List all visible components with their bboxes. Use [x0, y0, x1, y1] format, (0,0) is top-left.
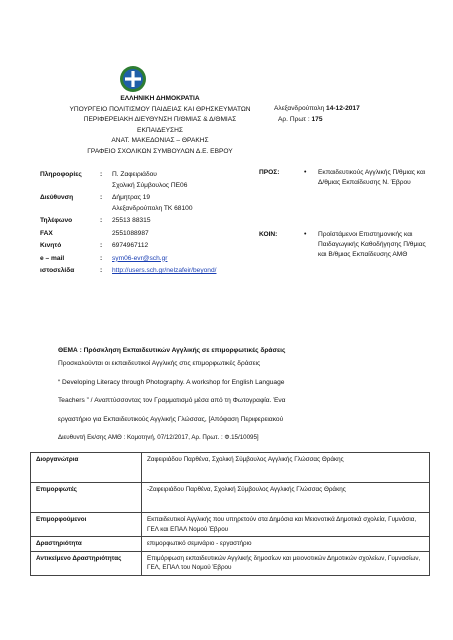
info-key: Διεύθυνση [40, 194, 74, 201]
table-value: Ζαφειριάδου Παρθένα, Σχολική Σύμβουλος Αγγλικής Γλώσσας Θράκης [142, 453, 430, 483]
header-line: ΑΝΑΤ. ΜΑΚΕΔΟΝΙΑΣ – ΘΡΑΚΗΣ [111, 137, 209, 145]
info-row: ιστοσελίδα : http://users.sch.gr/nelzafeir/beyond/ [40, 266, 216, 277]
subject-line: Προσκαλούνται οι εκπαιδευτικοί Αγγλικής στις επιμορφωτικές δράσεις [58, 360, 261, 368]
info-key: FAX [40, 229, 53, 237]
issuer-header [60, 94, 260, 158]
table-key: Επιμορφούμενοι [31, 513, 142, 537]
info-value: Δήμητρας 19 [112, 194, 151, 201]
subject-line: Teachers ” / Αναπτύσσοντας τον Γραμματισμό μέσα από τη Φωτογραφία. Ένα [58, 397, 286, 405]
table-value: Επιμόρφωση εκπαιδευτικών Αγγλικής δημοσίων και μειονοτικών Δημοτικών σχολείων, Γυμνασίων, ΓΕΛ, ΕΠΑΛ του Νομού Έβρου [142, 551, 430, 575]
table-row [31, 537, 430, 552]
koin-list [304, 230, 429, 261]
details-table [30, 452, 430, 576]
subject-block [58, 344, 398, 444]
table-key: Διοργανώτρια [31, 453, 142, 483]
recipient-item: • Προϊστάμενοι Επιστημονικής και Παιδαγωγικής Καθοδήγησης Π/θμιας και Β/θμιας Εκπαίδευσης ΑΜΘ [304, 230, 429, 261]
info-row: Διεύθυνση : Δήμητρας 19 Αλεξανδρούπολη ΤΚ 68100 [40, 193, 216, 214]
table-value: επιμορφωτικό σεμινάριο - εργαστήριο [142, 537, 430, 552]
document-date: 14-12-2017 [326, 105, 360, 112]
info-value: Π. Ζαφειριάδου [112, 171, 157, 178]
info-value: 6974967112 [112, 242, 149, 249]
info-key: Κινητό [40, 242, 62, 249]
pros-list [304, 168, 429, 188]
table-key: Αντικείμενο Δραστηριότητας [31, 551, 142, 575]
table-value: Εκπαιδευτικοί Αγγλικής που υπηρετούν στα Δημόσια και Μειονοτικά Δημοτικά σχολεία, Γυμνάσια, ΓΕΛ και ΕΠΑΛ Νομού Έβρου [142, 513, 430, 537]
table-key: Επιμορφωτές [31, 483, 142, 513]
info-value: Αλεξανδρούπολη ΤΚ 68100 [112, 204, 193, 212]
subject-line: “ Developing Literacy through Photography. A workshop for English Language [58, 378, 285, 386]
table-key: Δραστηριότητα [31, 537, 142, 552]
protocol-number: 175 [311, 115, 323, 123]
subject-title: ΘΕΜΑ : Πρόσκληση Εκπαιδευτικών Αγγλικής σε επιμορφωτικές δράσεις [58, 347, 286, 354]
table-row [31, 513, 430, 537]
recipient-item: • Εκπαιδευτικούς Αγγλικής Π/θμιας και Δ/θμιας Εκπαίδευσης Ν. Έβρου [304, 168, 429, 188]
header-line: ΠΕΡΙΦΕΡΕΙΑΚΗ ΔΙΕΥΘΥΝΣΗ Π/ΘΜΙΑΣ & Δ/ΘΜΙΑΣ ΕΚΠΑΙΔΕΥΣΗΣ [83, 116, 237, 134]
table-row [31, 453, 430, 483]
info-key: ιστοσελίδα [40, 267, 75, 274]
pros-label: ΠΡΟΣ: [259, 169, 280, 176]
website-link[interactable]: http://users.sch.gr/nelzafeir/beyond/ [112, 267, 217, 274]
greek-coat-of-arms-icon [118, 64, 148, 94]
header-line: ΓΡΑΦΕΙΟ ΣΧΟΛΙΚΩΝ ΣΥΜΒΟΥΛΩΝ Δ.Ε. ΕΒΡΟΥ [87, 147, 233, 155]
info-value: Σχολική Σύμβουλος ΠΕ06 [112, 181, 188, 189]
info-key: e – mail [40, 254, 65, 262]
info-row [40, 229, 216, 240]
table-row [31, 483, 430, 513]
place-date-block [274, 104, 360, 125]
header-line: ΕΛΛΗΝΙΚΗ ΔΗΜΟΚΡΑΤΙΑ [120, 95, 200, 102]
info-row: Κινητό : 6974967112 [40, 241, 216, 252]
info-row: Τηλέφωνο : 25513 88315 [40, 216, 216, 227]
place-label: Αλεξανδρούπολη [274, 105, 325, 112]
header-line: ΥΠΟΥΡΓΕΙΟ ΠΟΛΙΤΙΣΜΟΥ ΠΑΙΔΕΙΑΣ ΚΑΙ ΘΡΗΣΚΕΥΜΑΤΩΝ [69, 105, 251, 113]
contact-info [38, 168, 218, 279]
info-value: 25513 88315 [112, 217, 151, 224]
protocol-label: Αρ. Πρωτ : [278, 115, 310, 123]
koin-label: ΚΟΙΝ: [259, 231, 278, 238]
table-value: -Ζαφειριάδου Παρθένα, Σχολική Σύμβουλος Αγγλικής Γλώσσας Θράκης [142, 483, 430, 513]
info-value: 2551088987 [112, 229, 149, 237]
info-key: Τηλέφωνο [40, 217, 73, 224]
info-row: e – mail : sym06-evr@sch.gr [40, 254, 216, 265]
subject-line: εργαστήριο για Εκπαιδευτικούς Αγγλικής Γλώσσας, [Απόφαση Περιφερειακού [58, 415, 284, 423]
info-row: Πληροφορίες : Π. Ζαφειριάδου Σχολική Σύμβουλος ΠΕ06 [40, 170, 216, 191]
subject-line: Διευθυντή Εκ/σης ΑΜΘ : Κομοτηνή, 07/12/2017, Αρ. Πρωτ. : Φ.15/10095] [58, 434, 259, 442]
table-row [31, 551, 430, 575]
info-key: Πληροφορίες [40, 171, 82, 178]
email-link[interactable]: sym06-evr@sch.gr [112, 254, 168, 262]
